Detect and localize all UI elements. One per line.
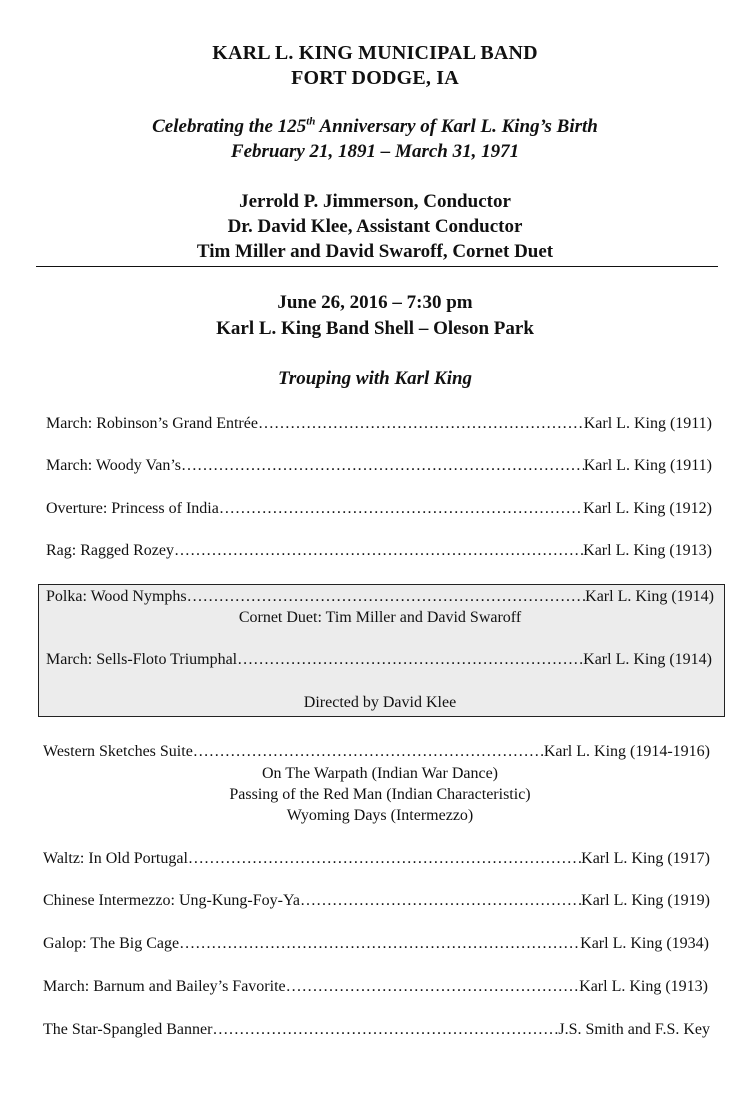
piece-title: Galop: The Big Cage <box>43 935 180 952</box>
assistant-conductor-line: Dr. David Klee, Assistant Conductor <box>227 216 523 237</box>
life-dates: February 21, 1891 – March 31, 1971 <box>230 141 520 162</box>
piece-title: Chinese Intermezzo: Ung-Kung-Foy-Ya <box>43 892 300 909</box>
conductor-line: Jerrold P. Jimmerson, Conductor <box>239 191 511 212</box>
leader-dots <box>188 850 581 868</box>
piece-composer: Karl L. King (1934) <box>580 935 709 952</box>
leader-dots <box>212 1021 558 1039</box>
leader-dots <box>286 978 580 996</box>
leader-dots <box>179 935 580 953</box>
leader-dots <box>219 500 583 518</box>
piece-composer: Karl L. King (1914) <box>583 651 712 668</box>
program-title: Trouping with Karl King <box>277 368 473 389</box>
piece-title: March: Robinson’s Grand Entrée <box>46 415 258 432</box>
program-item <box>43 892 710 910</box>
piece-composer: J.S. Smith and F.S. Key <box>558 1021 710 1038</box>
leader-dots <box>193 743 544 761</box>
band-location: FORT DODGE, IA <box>291 67 459 89</box>
program-item <box>46 588 714 606</box>
piece-composer: Karl L. King (1913) <box>579 978 708 995</box>
soloists-line: Tim Miller and David Swaroff, Cornet Duet <box>196 241 554 262</box>
celebration-line <box>0 116 750 138</box>
piece-composer: Karl L. King (1911) <box>583 415 712 432</box>
suite-movement: Passing of the Red Man (Indian Characteristic) <box>229 786 531 803</box>
piece-composer: Karl L. King (1911) <box>583 457 712 474</box>
celebration-post: Anniversary of Karl L. King’s Birth <box>315 116 598 137</box>
program-item <box>43 935 709 953</box>
leader-dots <box>174 542 583 560</box>
band-name: KARL L. KING MUNICIPAL BAND <box>212 42 538 64</box>
piece-composer: Karl L. King (1914) <box>585 588 714 605</box>
program-item <box>46 542 712 560</box>
program-item <box>43 1021 710 1039</box>
program-item <box>46 457 712 475</box>
program-item <box>46 651 712 669</box>
program-item <box>46 500 712 518</box>
piece-title: Polka: Wood Nymphs <box>46 588 187 605</box>
box-director: Directed by David Klee <box>303 694 457 711</box>
program-item <box>43 978 708 996</box>
piece-title: March: Barnum and Bailey’s Favorite <box>43 978 286 995</box>
piece-title: March: Sells-Floto Triumphal <box>46 651 238 668</box>
piece-composer: Karl L. King (1919) <box>581 892 710 909</box>
piece-composer: Karl L. King (1914-1916) <box>543 743 710 760</box>
leader-dots <box>258 415 584 433</box>
piece-title: Rag: Ragged Rozey <box>46 542 174 559</box>
piece-composer: Karl L. King (1917) <box>581 850 710 867</box>
leader-dots <box>181 457 584 475</box>
piece-composer: Karl L. King (1912) <box>583 500 712 517</box>
piece-title: March: Woody Van’s <box>46 457 181 474</box>
program-item <box>46 415 712 433</box>
leader-dots <box>187 588 585 606</box>
suite-movement: Wyoming Days (Intermezzo) <box>286 807 474 824</box>
piece-title: The Star-Spangled Banner <box>43 1021 213 1038</box>
celebration-sup: th <box>306 115 316 128</box>
piece-note: Cornet Duet: Tim Miller and David Swaroff <box>238 609 522 626</box>
piece-title: Waltz: In Old Portugal <box>43 850 188 867</box>
concert-venue: Karl L. King Band Shell – Oleson Park <box>216 318 534 339</box>
header-divider <box>36 266 718 267</box>
piece-title: Overture: Princess of India <box>46 500 219 517</box>
concert-datetime: June 26, 2016 – 7:30 pm <box>277 292 473 313</box>
suite-movement: On The Warpath (Indian War Dance) <box>262 765 498 782</box>
celebration-pre: Celebrating the 125 <box>152 116 307 137</box>
leader-dots <box>237 651 583 669</box>
piece-composer: Karl L. King (1913) <box>583 542 712 559</box>
program-item <box>43 850 710 868</box>
leader-dots <box>300 892 581 910</box>
program-item <box>43 743 710 761</box>
piece-title: Western Sketches Suite <box>43 743 193 760</box>
